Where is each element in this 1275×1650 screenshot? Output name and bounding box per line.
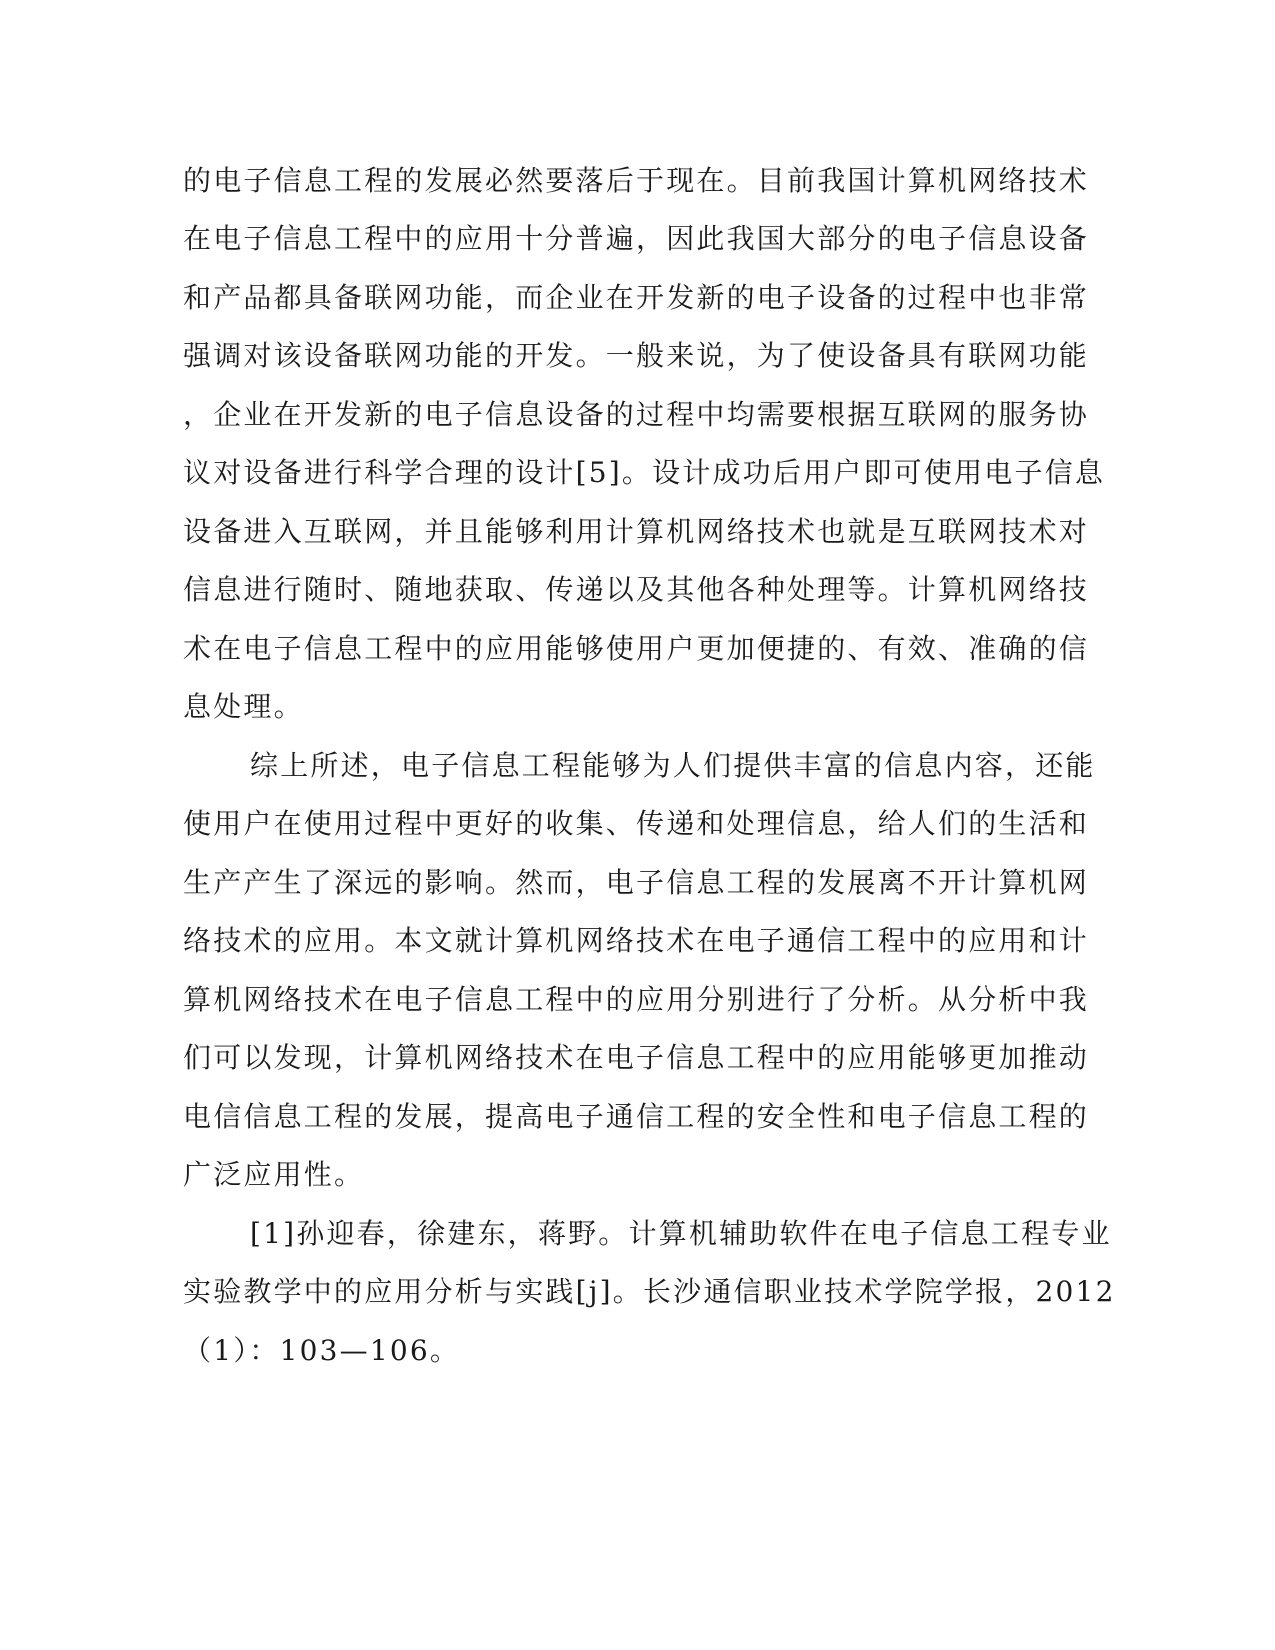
paragraph-2-line-6: 们可以发现，计算机网络技术在电子信息工程中的应用能够更加推动 [183, 1041, 1090, 1074]
paragraph-2-line-1: 综上所述，电子信息工程能够为人们提供丰富的信息内容，还能 [250, 749, 1096, 782]
paragraph-1-line-8: 信息进行随时、随地获取、传递以及其他各种处理等。计算机网络技 [183, 573, 1090, 606]
paragraph-1-line-4: 强调对该设备联网功能的开发。一般来说，为了使设备具有联网功能 [183, 339, 1090, 372]
paragraph-1-line-10: 息处理。 [183, 690, 304, 723]
paragraph-2-line-2: 使用户在使用过程中更好的收集、传递和处理信息，给人们的生活和 [183, 807, 1090, 840]
reference-1-line-3: （1）：103—106。 [183, 1334, 461, 1367]
paragraph-1-line-6: 议对设备进行科学合理的设计[5]。设计成功后用户即可使用电子信息 [183, 456, 1106, 489]
paragraph-2-line-3: 生产产生了深远的影响。然而，电子信息工程的发展离不开计算机网 [183, 866, 1090, 899]
reference-1-line-2: 实验教学中的应用分析与实践[j]。长沙通信职业技术学院学报，2012 [183, 1275, 1116, 1308]
reference-1-line-1: [1]孙迎春，徐建东，蒋野。计算机辅助软件在电子信息工程专业 [250, 1217, 1112, 1250]
paragraph-1-line-3: 和产品都具备联网功能，而企业在开发新的电子设备的过程中也非常 [183, 281, 1090, 314]
paragraph-2-line-4: 络技术的应用。本文就计算机网络技术在电子通信工程中的应用和计 [183, 924, 1090, 957]
paragraph-1-line-7: 设备进入互联网，并且能够利用计算机网络技术也就是互联网技术对 [183, 515, 1090, 548]
paragraph-2-line-8: 广泛应用性。 [183, 1158, 365, 1191]
paragraph-1-line-2: 在电子信息工程中的应用十分普遍，因此我国大部分的电子信息设备 [183, 222, 1090, 255]
paragraph-1-line-5: ，企业在开发新的电子信息设备的过程中均需要根据互联网的服务协 [183, 398, 1090, 431]
paragraph-2-line-7: 电信信息工程的发展，提高电子通信工程的安全性和电子信息工程的 [183, 1100, 1090, 1133]
paragraph-2-line-5: 算机网络技术在电子信息工程中的应用分别进行了分析。从分析中我 [183, 983, 1090, 1016]
paragraph-1-line-1: 的电子信息工程的发展必然要落后于现在。目前我国计算机网络技术 [183, 164, 1090, 197]
paragraph-1-line-9: 术在电子信息工程中的应用能够使用户更加便捷的、有效、准确的信 [183, 632, 1090, 665]
